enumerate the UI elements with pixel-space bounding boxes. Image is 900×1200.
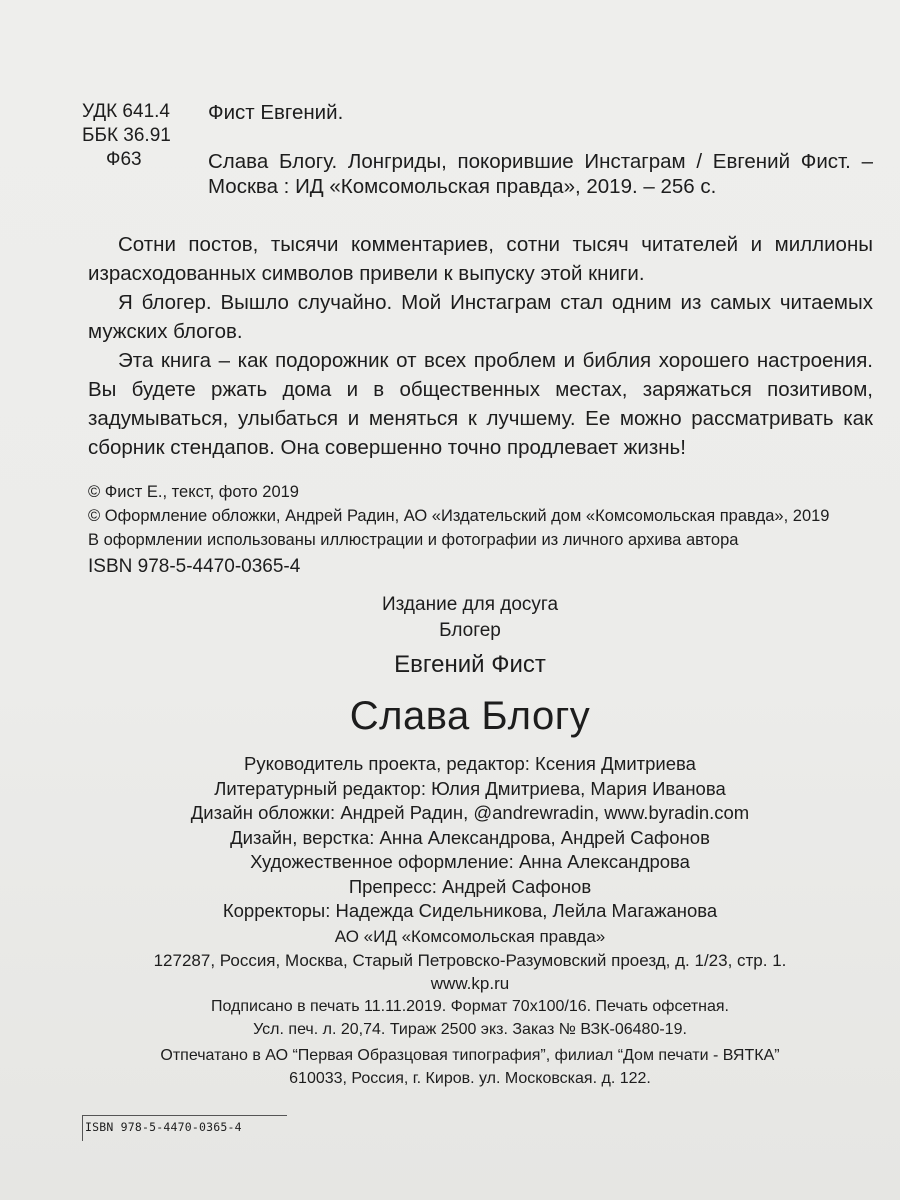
series-name: Блогер: [439, 620, 501, 641]
author-sign-code: Ф63: [106, 149, 142, 170]
credit-line: Препресс: Андрей Сафонов: [348, 875, 592, 897]
printer-name: Отпечатано в АО “Первая Образцовая типография”, филиал “Дом печати - ВЯТКА”: [160, 1047, 780, 1064]
edition-type: Издание для досуга: [381, 594, 559, 615]
publisher-address: 127287, Россия, Москва, Старый Петровско-Разумовский проезд, д. 1/23, стр. 1.: [153, 950, 787, 970]
copyright-line: © Оформление обложки, Андрей Радин, АО «Издательский дом «Комсомольская правда», 2019: [88, 507, 830, 525]
bibliographic-description: Слава Блогу. Лонгриды, покорившие Инстаграм / Евгений Фист. – Москва : ИД «Комсомольская правда», 2019. – 256 с.: [208, 150, 873, 198]
credit-line: Корректоры: Надежда Сидельникова, Лейла Магажанова: [222, 900, 718, 921]
publisher-block: [40, 925, 900, 996]
credit-line: Дизайн обложки: Андрей Радин, @andrewradin, www.byradin.com: [190, 802, 750, 823]
barcode-isbn-box: ISBN 978-5-4470-0365-4: [82, 1115, 287, 1141]
credit-line: Художественное оформление: Анна Александрова: [250, 851, 690, 872]
printer-block: [40, 1044, 900, 1090]
print-info-line: Усл. печ. л. 20,74. Тираж 2500 экз. Заказ № ВЗК-06480-19.: [253, 1021, 687, 1038]
annotation: [88, 230, 873, 462]
print-info-block: [40, 995, 900, 1041]
imprint-author: Евгений Фист: [394, 651, 546, 678]
credits-block: [40, 752, 900, 924]
classification-codes: [82, 100, 182, 172]
bbk-code: ББК 36.91: [82, 125, 171, 146]
copyright-block: [88, 480, 888, 582]
credit-line: Руководитель проекта, редактор: Ксения Дмитриева: [244, 753, 696, 774]
annotation-paragraph: Эта книга – как подорожник от всех проблем и библия хорошего настроения. Вы будете ржать дома и в общественных местах, заряжаться позитивом, задумываться, улыбаться и меняться к лучшему. Ее можно рассматривать как сборник стендапов. Она совершенно точно продлевает жизнь!: [88, 349, 873, 459]
print-info-line: Подписано в печать 11.11.2019. Формат 70х100/16. Печать офсетная.: [211, 998, 729, 1015]
publisher-name: АО «ИД «Комсомольская правда»: [334, 927, 606, 946]
copyright-line: © Фист Е., текст, фото 2019: [88, 483, 299, 501]
publisher-website: www.kp.ru: [430, 974, 510, 993]
annotation-paragraph: Сотни постов, тысячи комментариев, сотни тысяч читателей и миллионы израсходованных символов привели к выпуску этой книги.: [88, 233, 873, 285]
credit-line: Литературный редактор: Юлия Дмитриева, Мария Иванова: [214, 777, 726, 799]
credit-line: Дизайн, верстка: Анна Александрова, Андрей Сафонов: [230, 826, 710, 848]
bibliographic-record: [208, 100, 873, 199]
isbn-line: ISBN 978-5-4470-0365-4: [88, 556, 301, 577]
copyright-line: В оформлении использованы иллюстрации и фотографии из личного архива автора: [88, 531, 739, 549]
udk-code: УДК 641.4: [82, 101, 170, 122]
annotation-paragraph: Я блогер. Вышло случайно. Мой Инстаграм стал одним из самых читаемых мужских блогов.: [88, 291, 873, 343]
printer-address: 610033, Россия, г. Киров. ул. Московская. д. 122.: [289, 1070, 651, 1087]
book-title: Слава Блогу: [349, 694, 591, 738]
edition-info: [40, 592, 900, 644]
author-heading: Фист Евгений.: [208, 101, 344, 124]
